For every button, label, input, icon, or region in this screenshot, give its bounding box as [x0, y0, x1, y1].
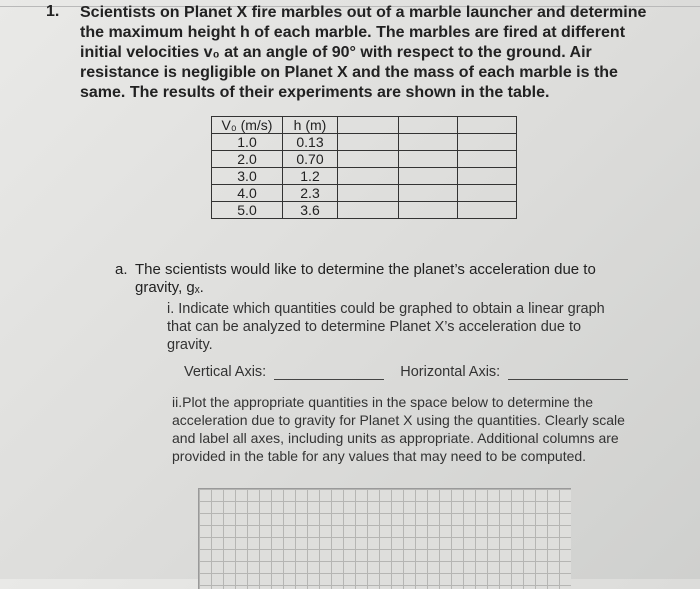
table-cell: [338, 134, 399, 151]
header-cell-extra: [338, 117, 399, 134]
table-row: [212, 168, 517, 185]
part-a-text: The scientists would like to determine the planet’s acceleration due to gravity, gₓ.: [135, 261, 596, 296]
table-row: [212, 202, 517, 219]
table-cell: [338, 151, 399, 168]
header-cell-velocity: V₀ (m/s): [212, 117, 283, 134]
question-number: 1.: [46, 3, 60, 20]
table-cell: [458, 185, 517, 202]
header-cell-extra: [458, 117, 517, 134]
header-cell-extra: [399, 117, 458, 134]
table-cell: [399, 202, 458, 219]
horizontal-axis-blank[interactable]: [508, 365, 628, 380]
part-a-i-text: i. Indicate which quantities could be graphed to obtain a linear graph that can be analyzed to determine Planet X’s acceleration due to gravity.: [167, 301, 605, 353]
table-cell: [399, 151, 458, 168]
table-cell: 4.0: [212, 185, 283, 202]
table-cell: [458, 202, 517, 219]
table-cell: 0.13: [283, 134, 338, 151]
table-header-row: [212, 117, 517, 134]
table-cell: 2.3: [283, 185, 338, 202]
table-cell: [399, 168, 458, 185]
table-cell: 5.0: [212, 202, 283, 219]
vertical-axis-label: Vertical Axis:: [184, 364, 267, 380]
table-cell: [338, 168, 399, 185]
table-cell: [338, 185, 399, 202]
table-cell: 3.6: [283, 202, 338, 219]
table-cell: [458, 151, 517, 168]
question-text: Scientists on Planet X fire marbles out of a marble launcher and determine the maximum height h of each marble. The marbles are fired at different initial velocities v₀ at an angle of 90° with respect to the ground. Air resistance is negligible on Planet X and the mass of each marble is the same. The results of their experiments are shown in the table.: [80, 4, 647, 101]
table-cell: [458, 134, 517, 151]
table-cell: [338, 202, 399, 219]
table-cell: [399, 185, 458, 202]
header-cell-height: h (m): [283, 117, 338, 134]
data-table: [211, 116, 517, 219]
part-a-label: a.: [115, 261, 128, 278]
table-cell: 1.0: [212, 134, 283, 151]
table-row: [212, 151, 517, 168]
axis-answer-line: [184, 364, 644, 380]
table-cell: 0.70: [283, 151, 338, 168]
table-row: [212, 185, 517, 202]
vertical-axis-blank[interactable]: [274, 365, 384, 380]
table-cell: 1.2: [283, 168, 338, 185]
part-a-ii-text: ii.Plot the appropriate quantities in the space below to determine the acceleration due to gravity for Planet X using the quantities. Clearly scale and label all axes, including units as appropriate. Additional columns are provided in the table for any values that may need to be computed.: [172, 394, 625, 464]
table-cell: 3.0: [212, 168, 283, 185]
horizontal-axis-label: Horizontal Axis:: [400, 364, 501, 380]
table-cell: 2.0: [212, 151, 283, 168]
table-cell: [399, 134, 458, 151]
table-row: [212, 134, 517, 151]
table-cell: [458, 168, 517, 185]
graph-paper-grid[interactable]: [198, 488, 571, 589]
